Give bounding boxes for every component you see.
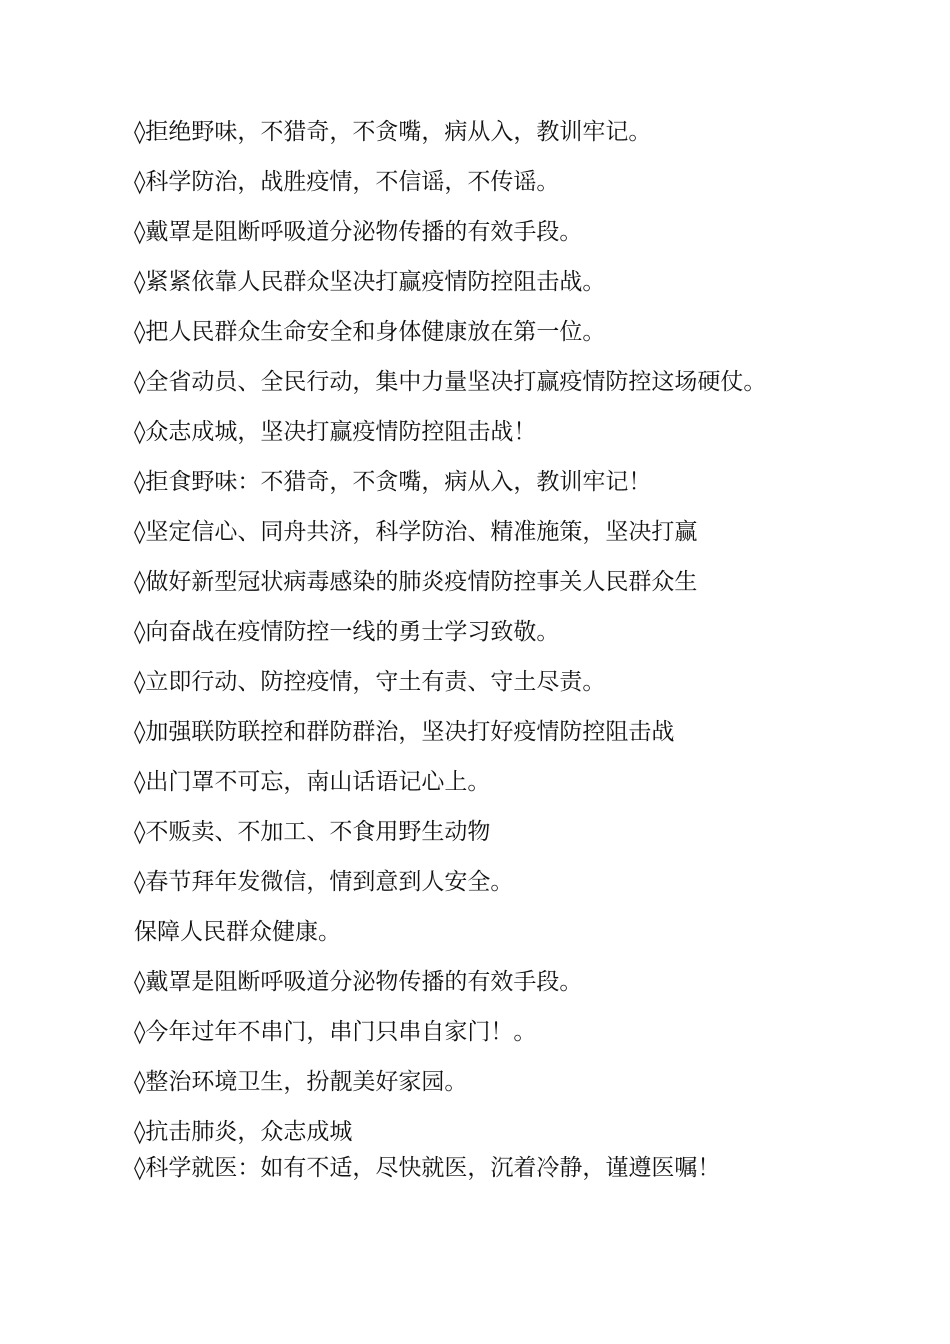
- slogan-line: 保障人民群众健康。: [134, 919, 341, 945]
- slogan-line: ◊科学就医：如有不适，尽快就医，沉着冷静，谨遵医嘱！: [134, 1155, 721, 1181]
- slogan-line: ◊出门罩不可忘，南山话语记心上。: [134, 769, 491, 795]
- slogan-line: ◊加强联防联控和群防群治，坚决打好疫情防控阻击战: [134, 719, 675, 745]
- slogan-line: ◊整治环境卫生，扮靓美好家园。: [134, 1069, 468, 1095]
- slogan-line: ◊抗击肺炎，众志成城: [134, 1119, 353, 1145]
- slogan-line: ◊做好新型冠状病毒感染的肺炎疫情防控事关人民群众生: [134, 569, 698, 595]
- slogan-line: ◊把人民群众生命安全和身体健康放在第一位。: [134, 319, 606, 345]
- slogan-line: ◊戴罩是阻断呼吸道分泌物传播的有效手段。: [134, 969, 583, 995]
- slogan-line: ◊春节拜年发微信，情到意到人安全。: [134, 869, 514, 895]
- slogan-line: ◊戴罩是阻断呼吸道分泌物传播的有效手段。: [134, 219, 583, 245]
- slogan-line: ◊不贩卖、不加工、不食用野生动物: [134, 819, 491, 845]
- slogan-line: ◊拒食野味：不猎奇，不贪嘴，病从入，教训牢记！: [134, 469, 652, 495]
- slogan-line: ◊紧紧依靠人民群众坚决打赢疫情防控阻击战。: [134, 269, 606, 295]
- slogan-line: ◊立即行动、防控疫情，守土有责、守土尽责。: [134, 669, 606, 695]
- slogan-line: ◊坚定信心、同舟共济，科学防治、精准施策，坚决打赢: [134, 519, 698, 545]
- slogan-list: [134, 112, 894, 1198]
- slogan-line: ◊拒绝野味，不猎奇，不贪嘴，病从入，教训牢记。: [134, 119, 652, 145]
- slogan-line: ◊科学防治，战胜疫情，不信谣，不传谣。: [134, 169, 560, 195]
- slogan-line: ◊全省动员、全民行动，集中力量坚决打赢疫情防控这场硬仗。: [134, 369, 767, 395]
- slogan-line: ◊向奋战在疫情防控一线的勇士学习致敬。: [134, 619, 560, 645]
- slogan-line: ◊今年过年不串门，串门只串自家门！。: [134, 1019, 537, 1045]
- slogan-line: ◊众志成城，坚决打赢疫情防控阻击战！: [134, 419, 537, 445]
